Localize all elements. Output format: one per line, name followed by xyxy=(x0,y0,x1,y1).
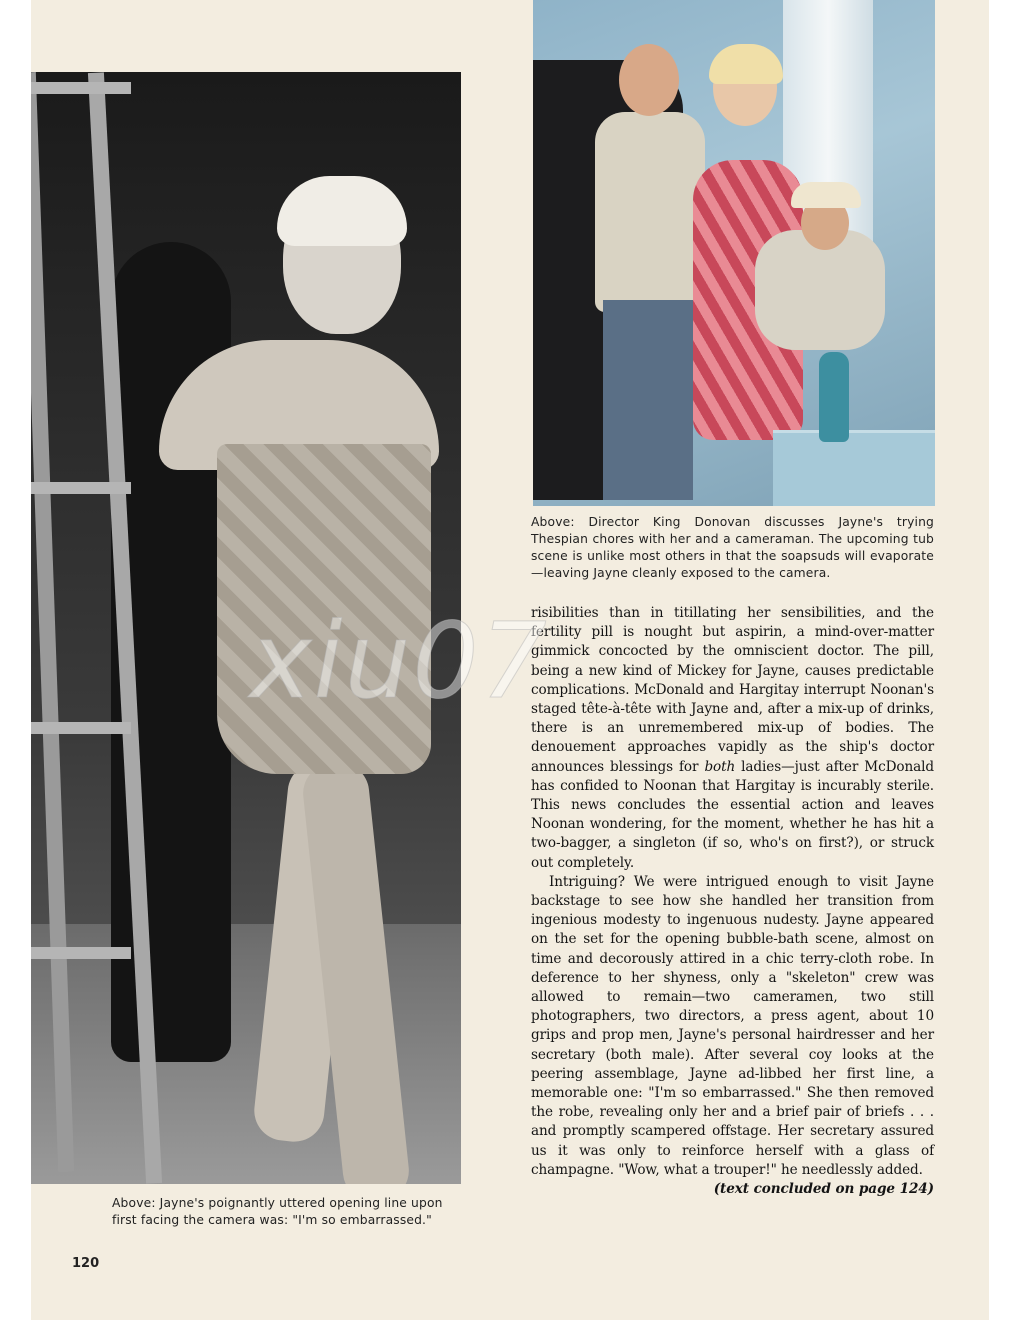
ladder-rung xyxy=(31,482,131,494)
article-body xyxy=(531,604,934,1199)
paragraph-text: ladies—just after McDonald has confided to Noonan that Hargitay is incurably sterile. This news concludes the essential action and leaves Noonan wondering, for the moment, whether he has hit a two-bagger, a singleton (if so, who's on first?), or struck out completely. xyxy=(531,758,934,871)
ladder-rung xyxy=(31,722,131,734)
director-body xyxy=(595,112,705,312)
tiled-tub xyxy=(773,430,935,506)
ladder-rung xyxy=(31,82,131,94)
bottle xyxy=(819,352,849,442)
figure-hair xyxy=(277,176,407,246)
paragraph-text: Intriguing? We were intrigued enough to visit Jayne backstage to see how she handled her transition from ingenious modesty to ingenuous nudesty. Jayne appeared on the set for the opening bubble-bath scene, almost on time and decorously attired in a chic terry-cloth robe. In deference to her shyness, only a "skeleton" crew was allowed to remain—two cameramen, two still photographers, two directors, a press agent, about 10 grips and prop men, Jayne's personal hairdresser and her secretary (both male). After several coy looks at the peering assemblage, Jayne ad-libbed her first line, a memorable one: "I'm so embarrassed." She then removed the robe, revealing only her and a brief pair of briefs . . . and promptly scampered offstage. Her secretary assured us it was only to reinforce herself with a glass of champagne. "Wow, what a trouper!" he needlessly added. xyxy=(531,873,934,1178)
caption-left-photo: Above: Jayne's poignantly uttered opening line upon first facing the camera was: "I'm so embarrassed." xyxy=(112,1196,443,1227)
director-legs xyxy=(603,300,693,500)
ladder-rung xyxy=(31,947,131,959)
paragraph-text: risibilities than in titillating her sensibilities, and the fertility pill is nought but aspirin, a mind-over-matter gimmick concocted by the omniscient doctor. The pill, being a new kind of Mickey for Jayne, causes predictable complications. McDonald and Hargitay interrupt Noonan's staged tête-à-tête with Jayne and, after a mix-up of drinks, there is an unremembered mix-up of bodies. The denouement approaches vapidly as the ship's doctor announces blessings for xyxy=(531,605,934,775)
watermark: xiu07 xyxy=(250,600,549,722)
paragraph xyxy=(531,873,934,1198)
straw-hat xyxy=(791,182,861,208)
actress-hair xyxy=(709,44,783,84)
page-number: 120 xyxy=(72,1256,100,1271)
continued-notice: (text concluded on page 124) xyxy=(713,1181,934,1198)
paragraph xyxy=(531,604,934,873)
emphasis-text: both xyxy=(704,758,736,775)
director-head xyxy=(619,44,679,116)
caption-right-photo: Above: Director King Donovan discusses Jayne's trying Thespian chores with her and a cameraman. The upcoming tub scene is unlike most others in that the soapsuds will evaporate—leaving Jayne cleanly exposed to the camera. xyxy=(531,515,934,580)
photo-director-scene xyxy=(533,0,935,506)
